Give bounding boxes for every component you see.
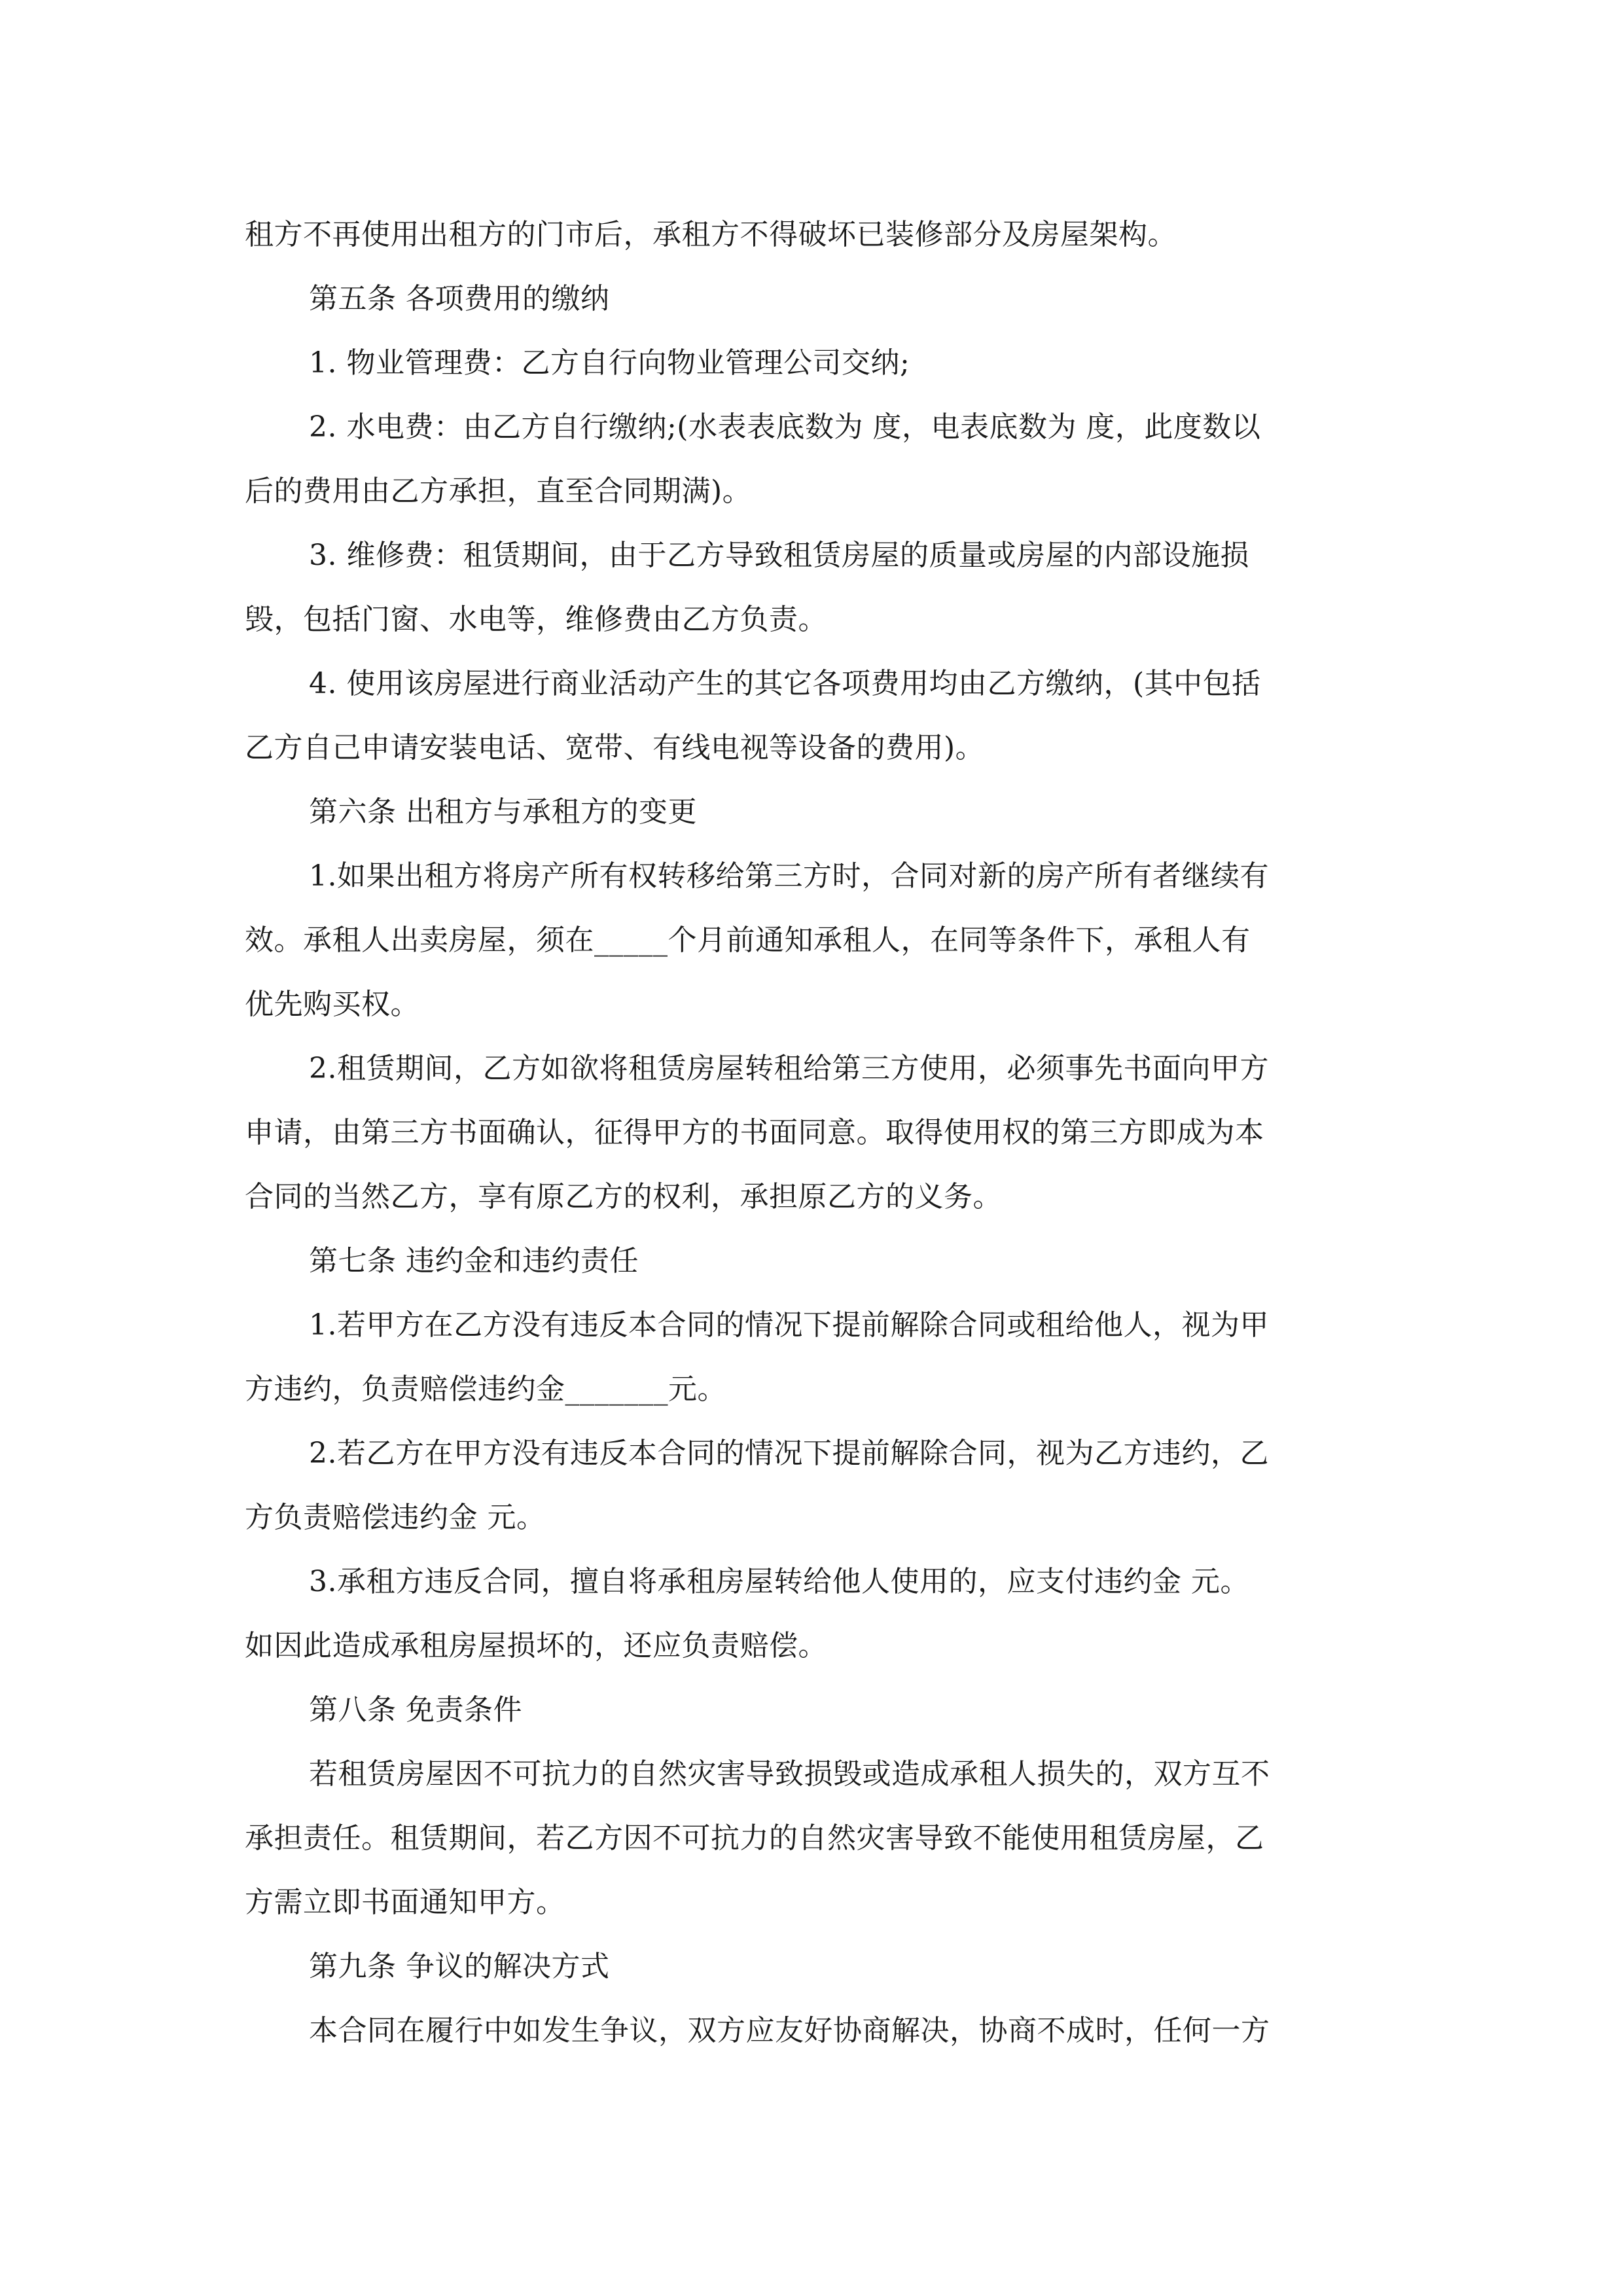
paragraph-line: 乙方自己申请安装电话、宽带、有线电视等设备的费用)。 [245, 731, 985, 764]
paragraph-line: 申请，由第三方书面确认，征得甲方的书面同意。取得使用权的第三方即成为本 [245, 1116, 1264, 1149]
article-7-heading: 第七条 违约金和违约责任 [309, 1244, 639, 1278]
paragraph-line: 如因此造成承租房屋损坏的，还应负责赔偿。 [245, 1629, 827, 1662]
article-6-heading: 第六条 出租方与承租方的变更 [309, 795, 697, 829]
paragraph-line: 4. 使用该房屋进行商业活动产生的其它各项费用均由乙方缴纳，(其中包括 [309, 667, 1261, 700]
paragraph-line: 方负责赔偿违约金 元。 [245, 1501, 546, 1534]
paragraph-line: 2.若乙方在甲方没有违反本合同的情况下提前解除合同，视为乙方违约，乙 [309, 1437, 1269, 1470]
paragraph-line: 2.租赁期间，乙方如欲将租赁房屋转租给第三方使用，必须事先书面向甲方 [309, 1052, 1269, 1085]
paragraph-line: 1.如果出租方将房产所有权转移给第三方时，合同对新的房产所有者继续有 [309, 859, 1269, 893]
paragraph-line: 租方不再使用出租方的门市后，承租方不得破坏已装修部分及房屋架构。 [245, 218, 1177, 251]
contract-body [245, 203, 1383, 2063]
paragraph-line: 本合同在履行中如发生争议，双方应友好协商解决，协商不成时，任何一方 [309, 2014, 1270, 2047]
paragraph-line: 若租赁房屋因不可抗力的自然灾害导致损毁或造成承租人损失的，双方互不 [309, 1757, 1270, 1791]
paragraph-line: 2. 水电费：由乙方自行缴纳;(水表表底数为 度，电表底数为 度，此度数以 [309, 410, 1261, 444]
paragraph-line: 合同的当然乙方，享有原乙方的权利，承担原乙方的义务。 [245, 1180, 1002, 1213]
paragraph-line: 1.若甲方在乙方没有违反本合同的情况下提前解除合同或租给他人，视为甲 [309, 1308, 1269, 1342]
paragraph-line: 毁，包括门窗、水电等，维修费由乙方负责。 [245, 603, 827, 636]
article-8-heading: 第八条 免责条件 [309, 1693, 522, 1727]
paragraph-line: 3.承租方违反合同，擅自将承租房屋转给他人使用的，应支付违约金 元。 [309, 1565, 1249, 1598]
paragraph-line: 3. 维修费：租赁期间，由于乙方导致租赁房屋的质量或房屋的内部设施损 [309, 539, 1249, 572]
article-5-heading: 第五条 各项费用的缴纳 [309, 282, 610, 315]
article-9-heading: 第九条 争议的解决方式 [309, 1950, 610, 1983]
paragraph-line: 方需立即书面通知甲方。 [245, 1886, 565, 1919]
paragraph-line: 后的费用由乙方承担，直至合同期满)。 [245, 475, 752, 508]
paragraph-line: 优先购买权。 [245, 988, 419, 1021]
paragraph-line: 1. 物业管理费：乙方自行向物业管理公司交纳; [309, 346, 910, 380]
paragraph-line: 效。承租人出卖房屋，须在_____个月前通知承租人，在同等条件下，承租人有 [245, 924, 1251, 957]
paragraph-line: 承担责任。租赁期间，若乙方因不可抗力的自然灾害导致不能使用租赁房屋，乙 [245, 1821, 1264, 1855]
paragraph-line: 方违约，负责赔偿违约金_______元。 [245, 1372, 726, 1406]
